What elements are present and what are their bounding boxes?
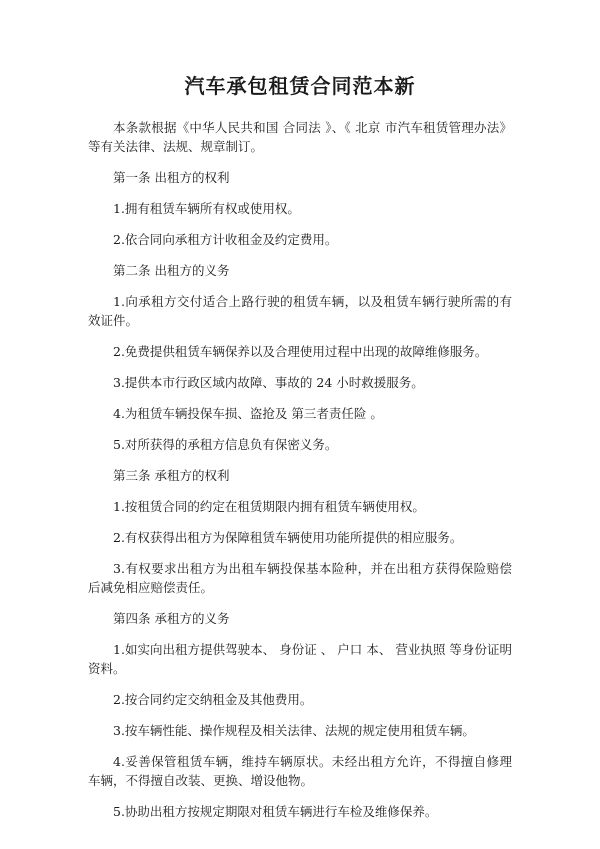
article-2-item-4: 4.为租赁车辆投保车损、盗抢及 第三者责任险 。: [113, 406, 383, 421]
article-3-item-2: 2.有权获得出租方为保障租赁车辆使用功能所提供的相应服务。: [113, 530, 463, 545]
article-1-item-1: 1.拥有租赁车辆所有权或使用权。: [113, 201, 300, 216]
article-4-heading: 第四条 承租方的义务: [113, 611, 230, 626]
article-2-item-1: 1.向承租方交付适合上路行驶的租赁车辆，以及租赁车辆行驶所需的有效证件。: [88, 294, 512, 328]
article-3-item-1: 1.按租赁合同的约定在租赁期限内拥有租赁车辆使用权。: [113, 499, 425, 514]
article-2-item-5: 5.对所获得的承租方信息负有保密义务。: [113, 437, 338, 452]
article-4-item-4: 4.妥善保管租赁车辆，维持车辆原状。未经出租方允许，不得擅自修理车辆，不得擅自改装、更换、增设他物。: [88, 754, 512, 788]
article-4-item-2: 2.按合同约定交纳租金及其他费用。: [113, 692, 313, 707]
article-2-item-2: 2.免费提供租赁车辆保养以及合理使用过程中出现的故障维修服务。: [113, 344, 488, 359]
article-2-item-3: 3.提供本市行政区域内故障、事故的 24 小时救援服务。: [113, 375, 424, 390]
article-4-item-5: 5.协助出租方按规定期限对租赁车辆进行车检及维修保养。: [113, 804, 438, 819]
article-1-item-2: 2.依合同向承租方计收租金及约定费用。: [113, 232, 338, 247]
article-2-heading: 第二条 出租方的义务: [113, 263, 230, 278]
article-3-item-3: 3.有权要求出租方为出租车辆投保基本险种，并在出租方获得保险赔偿后减免相应赔偿责任。: [88, 561, 512, 595]
article-4-item-1: 1.如实向出租方提供驾驶本、 身份证 、 户口 本、 营业执照 等身份证明资料。: [88, 642, 512, 676]
article-1-heading: 第一条 出租方的权利: [113, 170, 230, 185]
paragraph-intro: 本条款根据《中华人民共和国 合同法 》、《 北京 市汽车租赁管理办法》等有关法律、法规、规章制订。: [88, 120, 512, 154]
document-title: 汽车承包租赁合同范本新: [184, 74, 416, 98]
article-3-heading: 第三条 承租方的权利: [113, 468, 230, 483]
article-4-item-3: 3.按车辆性能、操作规程及相关法律、法规的规定使用租赁车辆。: [113, 723, 475, 738]
